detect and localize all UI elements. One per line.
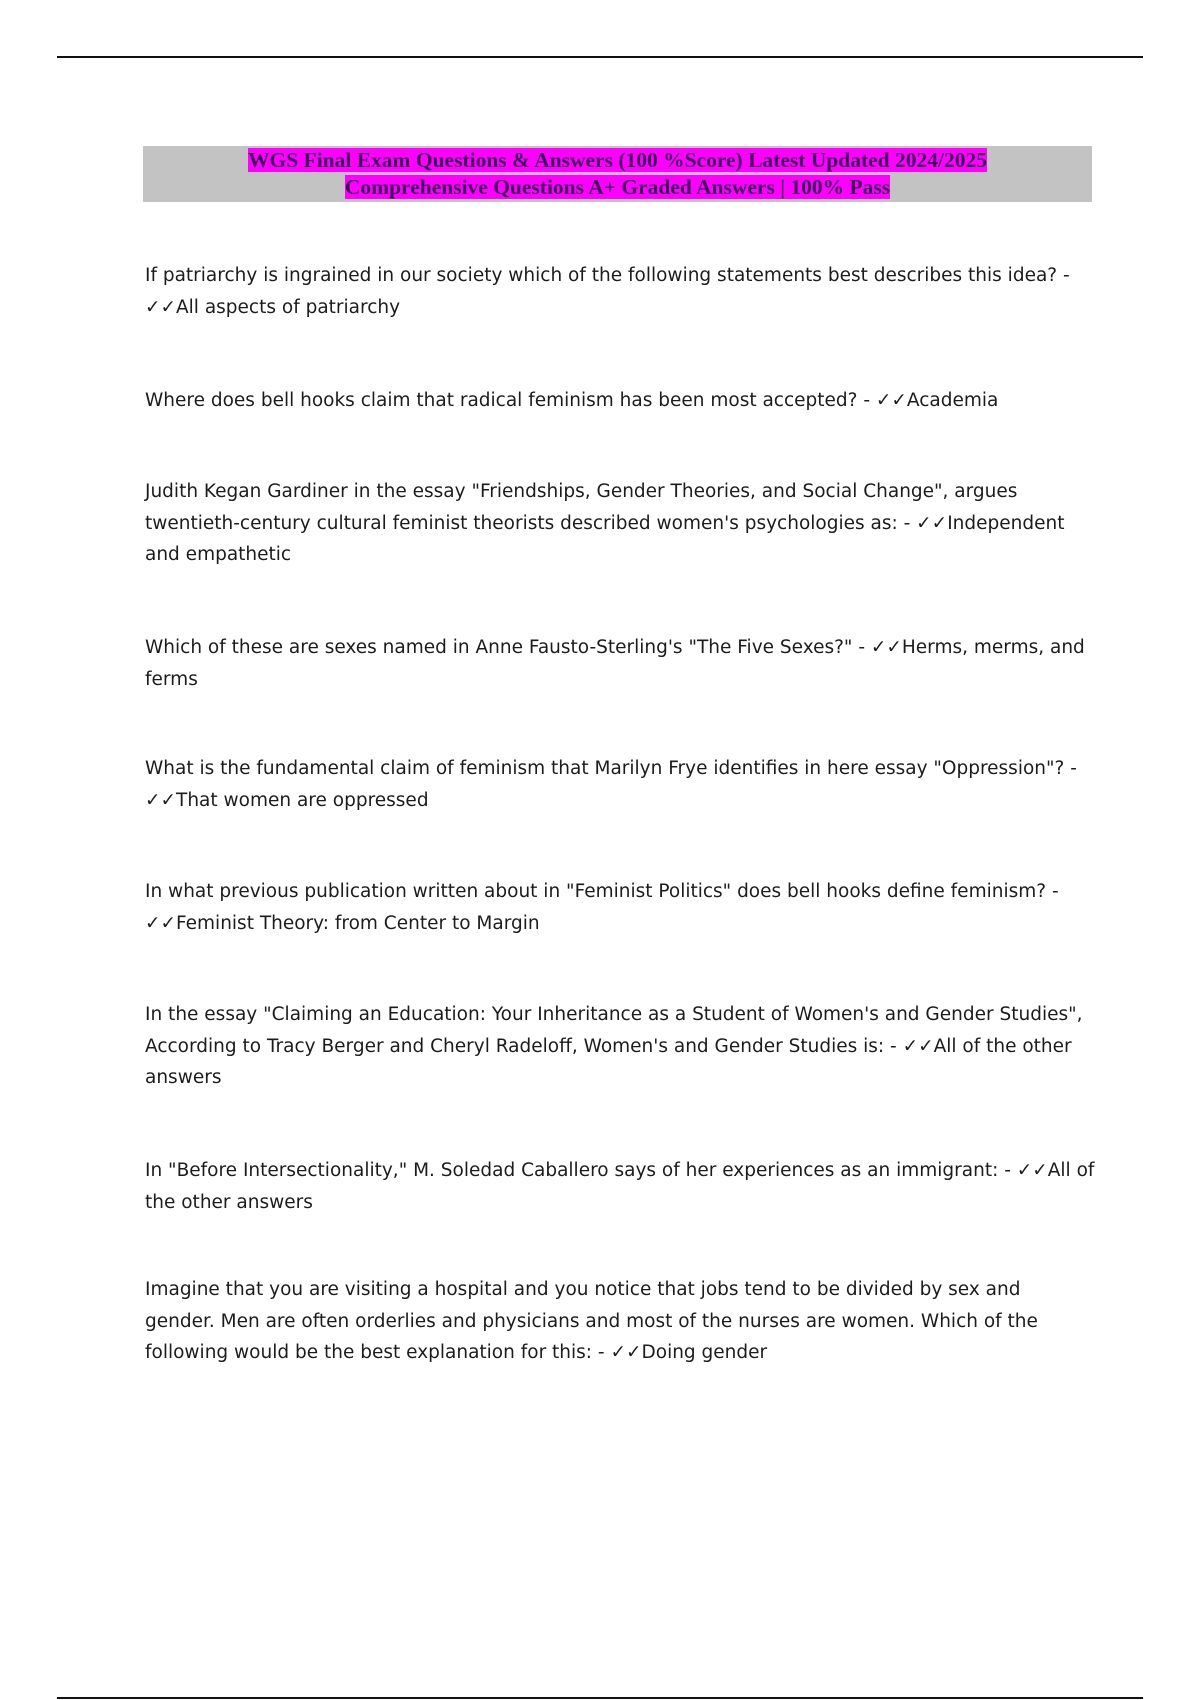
answer-text: All aspects of patriarchy bbox=[176, 296, 401, 318]
answer-text: Academia bbox=[906, 390, 999, 411]
question-text: In the essay "Claiming an Education: Your Inheritance as a Student of Women's and Gender Studies", According to Tracy Berger and Cheryl Radeloff, Women's and Gender Studies is: bbox=[145, 1004, 1083, 1057]
question-text: In what previous publication written about in "Feminist Politics" does bell hooks define feminism? bbox=[145, 881, 1047, 902]
check-icon: ✓✓ bbox=[145, 912, 177, 934]
answer-text: Doing gender bbox=[641, 1342, 768, 1363]
qa-item: Where does bell hooks claim that radical feminism has been most accepted? - ✓✓Academia bbox=[145, 390, 999, 411]
question-text: Where does bell hooks claim that radical feminism has been most accepted? bbox=[145, 390, 858, 411]
answer-text: All of the other answers bbox=[145, 1035, 1072, 1088]
document-title bbox=[143, 146, 1092, 202]
question-text: What is the fundamental claim of feminism that Marilyn Frye identifies in here essay "Oppression"? bbox=[145, 758, 1065, 779]
check-icon: ✓✓ bbox=[902, 1035, 934, 1057]
qa-item: Imagine that you are visiting a hospital and you notice that jobs tend to be divided by sex and gender. Men are often orderlies and physicians and most of the nurses are women. Which of the following would be the best explanation for this: - ✓✓Doing gender bbox=[145, 1279, 1038, 1363]
title-line-2: Comprehensive Questions A+ Graded Answers | 100% Pass bbox=[344, 175, 891, 199]
check-icon: ✓✓ bbox=[870, 637, 902, 658]
question-text: If patriarchy is ingrained in our society which of the following statements best describes this idea? bbox=[145, 265, 1058, 286]
qa-item: In the essay "Claiming an Education: Your Inheritance as a Student of Women's and Gender Studies", According to Tracy Berger and Cheryl Radeloff, Women's and Gender Studies is: - ✓✓All of the other answers bbox=[145, 1004, 1083, 1088]
bottom-rule bbox=[57, 1697, 1143, 1699]
answer-text: Independent and empathetic bbox=[145, 512, 1065, 565]
qa-item: What is the fundamental claim of feminism that Marilyn Frye identifies in here essay "Oppression"? - ✓✓That women are oppressed bbox=[145, 758, 1077, 811]
question-text: Imagine that you are visiting a hospital and you notice that jobs tend to be divided by sex and gender. Men are often orderlies and physicians and most of the nurses are women. Which of the following would be the best explanation for this: bbox=[145, 1279, 1038, 1363]
check-icon: ✓✓ bbox=[916, 512, 948, 534]
check-icon: ✓✓ bbox=[610, 1342, 642, 1363]
qa-item: In "Before Intersectionality," M. Soledad Caballero says of her experiences as an immigrant: - ✓✓All of the other answers bbox=[145, 1160, 1095, 1213]
check-icon: ✓✓ bbox=[875, 390, 907, 411]
qa-item: If patriarchy is ingrained in our society which of the following statements best describes this idea? - ✓✓All aspects of patriarchy bbox=[145, 265, 1070, 318]
qa-item: In what previous publication written about in "Feminist Politics" does bell hooks define feminism? - ✓✓Feminist Theory: from Center to Margin bbox=[145, 881, 1059, 934]
top-rule bbox=[57, 56, 1143, 58]
title-line-1: WGS Final Exam Questions & Answers (100 %Score) Latest Updated 2024/2025 bbox=[248, 148, 987, 172]
question-text: Judith Kegan Gardiner in the essay "Friendships, Gender Theories, and Social Change", argues twentieth-century cultural feminist theorists described women's psychologies as: bbox=[145, 481, 1018, 534]
check-icon: ✓✓ bbox=[145, 789, 177, 811]
answer-text: Herms, merms, and ferms bbox=[145, 637, 1085, 690]
question-text: Which of these are sexes named in Anne Fausto-Sterling's "The Five Sexes?" bbox=[145, 637, 853, 658]
question-text: In "Before Intersectionality," M. Soledad Caballero says of her experiences as an immigrant: bbox=[145, 1160, 999, 1181]
qa-item: Which of these are sexes named in Anne Fausto-Sterling's "The Five Sexes?" - ✓✓Herms, merms, and ferms bbox=[145, 637, 1085, 690]
check-icon: ✓✓ bbox=[1016, 1160, 1048, 1181]
check-icon: ✓✓ bbox=[145, 296, 177, 318]
qa-item: Judith Kegan Gardiner in the essay "Friendships, Gender Theories, and Social Change", argues twentieth-century cultural feminist theorists described women's psychologies as: - ✓✓Independent and empathetic bbox=[145, 481, 1065, 565]
answer-text: All of the other answers bbox=[145, 1160, 1095, 1213]
answer-text: Feminist Theory: from Center to Margin bbox=[176, 912, 540, 934]
answer-text: That women are oppressed bbox=[176, 789, 429, 811]
